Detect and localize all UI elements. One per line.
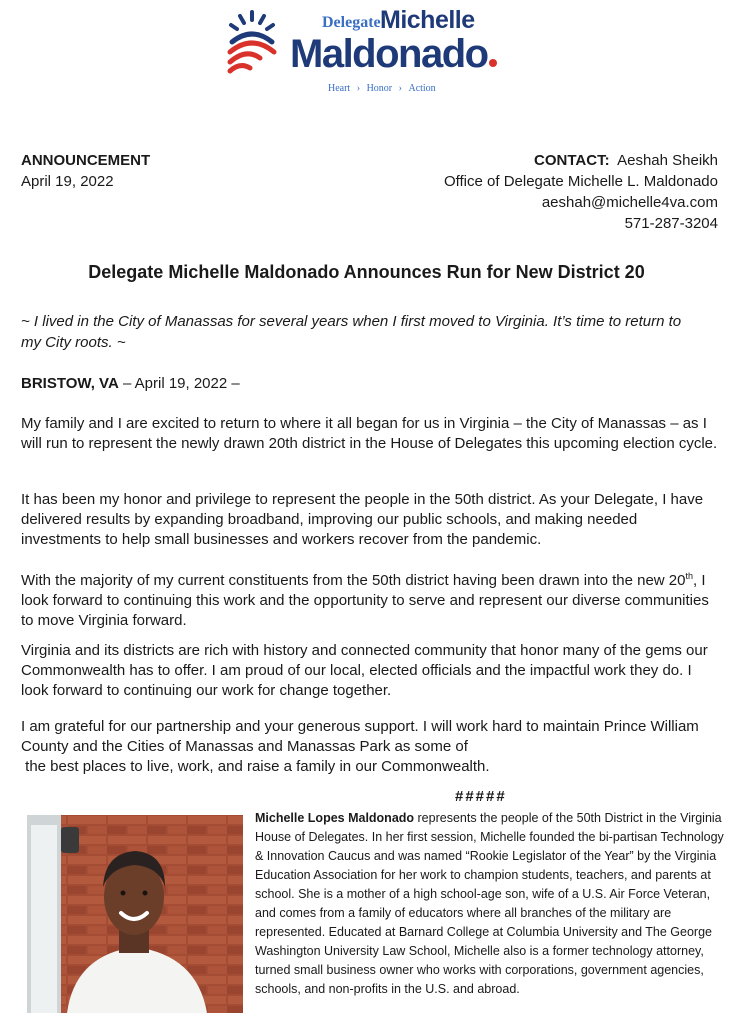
- tagline-action: Action: [408, 83, 436, 94]
- contact-office: Office of Delegate Michelle L. Maldonado: [443, 173, 718, 190]
- bio-name: Michelle Lopes Maldonado: [255, 811, 415, 825]
- contact-line: [444, 150, 718, 171]
- logo-last-name-text: Maldonado: [290, 32, 488, 76]
- logo-first-name: Michelle: [380, 6, 475, 34]
- announcement-date: April 19, 2022: [21, 173, 114, 190]
- contact-block: [444, 150, 718, 234]
- announcement-block: [21, 150, 150, 192]
- contact-phone: 571-287-3204: [624, 215, 718, 232]
- bio-paragraph: [255, 809, 727, 999]
- logo-last-name: [290, 32, 497, 77]
- press-release-headline: Delegate Michelle Maldonado Announces Run for New District 20: [88, 262, 645, 282]
- bio-text: represents the people of the 50th District in the Virginia House of Delegates. In her first session, Michelle founded the bi-partisan Technology & Innovation Caucus and was named “Rookie Legislator of the Year” by the Virginia Education Association for her work to champion students, teachers, and parents at school. She is a mother of a high school-age son, wife of a U.S. Air Force Veteran, and comes from a family of educators where all branches of the military are represented. Educated at Barnard College at Columbia University and The George Washington University Law School, Michelle also is a former technology attorney, turned small business owner who works with corporations, government agencies, schools, and non-profits in the U.S. and abroad.: [255, 811, 724, 996]
- portrait-photo-icon: [27, 815, 243, 1013]
- tagline-separator: ›: [398, 83, 402, 94]
- logo-dot-icon: [489, 59, 497, 67]
- dateline: [21, 375, 240, 392]
- contact-name: Aeshah Sheikh: [617, 152, 718, 169]
- paragraph-2: It has been my honor and privilege to represent the people in the 50th district. As your Delegate, I have delivered results by expanding broadband, improving our public schools, and making needed investments to help small businesses and workers recover from the pandemic.: [21, 491, 704, 548]
- pull-quote: ~ I lived in the City of Manassas for several years when I first moved to Virginia. It’s time to return to my City roots. ~: [21, 313, 682, 351]
- paragraph-5-line-1: I am grateful for our partnership and your generous support. I will work hard to maintain Prince William County and the Cities of Manassas and Manassas Park as some of: [21, 718, 699, 755]
- tagline-honor: Honor: [366, 83, 393, 94]
- contact-label: CONTACT:: [534, 152, 610, 169]
- paragraph-1: My family and I are excited to return to where it all began for us in Virginia – the City of Manassas – as I will run to represent the newly drawn 20th district in the House of Delegates this upcoming election cycle.: [21, 415, 718, 452]
- paragraph-5: [21, 717, 721, 777]
- paragraph-4: Virginia and its districts are rich with history and connected community that honor many of the gems our Commonwealth has to offer. I am proud of our local, elected officials and the impactful work they do. I look forward to continuing our work for change together.: [21, 642, 708, 699]
- tagline-separator: ›: [356, 83, 361, 94]
- paragraph-3: [21, 566, 721, 631]
- paragraph-3-end: , I look forward to continuing this work and the opportunity to serve and represent our diverse communities to move Virginia forward.: [21, 572, 709, 629]
- tagline-heart: Heart: [328, 83, 351, 94]
- contact-email[interactable]: aeshah@michelle4va.com: [541, 194, 718, 211]
- logo-delegate-word: Delegate: [322, 14, 381, 31]
- paragraph-5-line-2: the best places to live, work, and raise a family in our Commonwealth.: [21, 758, 490, 775]
- paragraph-3-superscript: th: [685, 571, 694, 581]
- logo-tagline: [326, 83, 438, 94]
- campaign-logo-icon: [226, 8, 278, 74]
- announcement-label: ANNOUNCEMENT: [21, 152, 151, 169]
- dateline-location: BRISTOW, VA: [21, 375, 119, 392]
- paragraph-3-start: With the majority of my current constituents from the 50th district having been drawn into the new 20: [21, 572, 686, 589]
- end-marker: #####: [455, 788, 507, 805]
- dateline-date: – April 19, 2022 –: [118, 375, 240, 392]
